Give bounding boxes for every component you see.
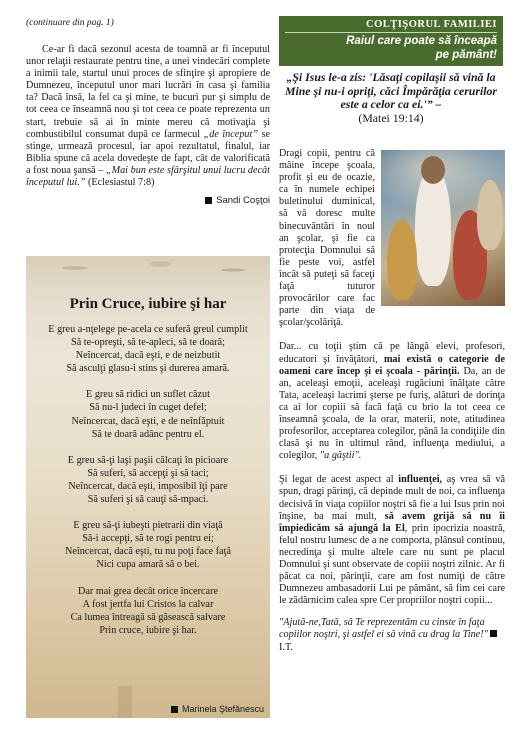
poem-line: Neîncercat, dacă eşti, imposibil îţi pare (68, 480, 228, 492)
poem-stanza (26, 585, 270, 637)
square-bullet-icon (490, 630, 497, 637)
poem-line: Să suferi şi să cauţi să-mpaci. (87, 494, 209, 506)
prayer-text: "Ajută-ne,Tată, să Te reprezentăm cu cinste în faţa copiilor noştri, şi astfel ei să vină cu drag la Tine!" (279, 617, 488, 641)
article-text: Ce-ar fi dacă sezonul acesta de toamnă ar fi începutul unor relaţii restaurate pentru tine, a unei vindecări complete a inimii tale, startul unui proces de sfinţire şi apropiere de Dumnezeu, începutul unor mari lucrări în casa şi familia ta? Dacă însă, la fel ca şi mine, te bucuri pur şi simplu de tot ceea ce înseamnă nou şi tot ceea ce poate reprezenta un start, trebuie să ai în minte mereu că motivaţia şi combustibilul consumat după ce farmecul (26, 44, 270, 140)
bible-quote: „Mai bun este sfârşitul unui lucru decât începutul lui.” (26, 164, 270, 189)
bible-verse (279, 71, 503, 125)
right-column (279, 148, 505, 654)
poem-line: A fost jertfa lui Cristos la calvar (82, 598, 214, 610)
poem-author: Marinela Ştefănescu (181, 704, 264, 714)
influence-paragraph (279, 474, 505, 607)
poem-line: Să te doară adânc pentru el. (91, 428, 205, 440)
closing-prayer (279, 617, 505, 653)
poem-line: Neîncercat, dacă eşti, tu nu poţi face faţă (64, 546, 232, 558)
paragraph-italic: "a găştii". (319, 450, 362, 462)
child-figure (477, 180, 503, 250)
article-italic: „de început” (203, 128, 259, 140)
parents-paragraph (279, 341, 505, 462)
poem-stanzas (26, 323, 270, 637)
poem-panel (26, 256, 270, 718)
section-title: COLŢIŞORUL FAMILIEI (285, 19, 497, 33)
poem-line: Prin cruce, iubire şi har. (99, 624, 197, 636)
paragraph-text: , prin ipocrizia noastră, felul nostru lumesc de a ne comporta, plânsul continuu, necredinţa şi multe altele care nu sunt pe placul Domnului şi sunt observate de copiii noştri zilnic. Ar fi păcat ca noi, părinţii, care am fost numiţi de către Dumnezeu ambasadorii Lui pe pământ, să fim cei care le zădărnicim calea spre Cer propriilor noştri copii... (279, 522, 506, 607)
poem-line: E greu să ridici un suflet căzut (86, 389, 210, 401)
bible-reference: (Eclesiastul 7:8) (85, 177, 155, 189)
poem-line: Dar mai grea decât orice încercare (78, 585, 218, 597)
poem-title: Prin Cruce, iubire şi har (69, 296, 227, 312)
poem-line: E greu a-nţelege pe-acela ce suferă greul cumplit (48, 324, 248, 335)
poem-stanza (26, 388, 270, 440)
paragraph-bold: mai există o categorie de oameni care încep şi ei şcoala - părinţii. (279, 353, 505, 377)
section-subtitle (285, 35, 497, 62)
head-figure (421, 156, 445, 184)
square-bullet-icon (171, 706, 178, 713)
square-bullet-icon (205, 197, 212, 204)
paragraph-text: Dar... cu toţii ştim că pe lângă elevi, profesori, educatori şi învăţători, (279, 341, 505, 365)
paragraph-text: aş vrea să vă spun, dragi părinţi, că depinde mult de noi, ca influenţa decisivă în viaţa copiilor noştri să fie a lui Isus prin noi înşine, ba mai mult, (279, 474, 505, 522)
verse-reference: (Matei 19:14) (358, 110, 424, 125)
poem-line: Ca lumea întreagă să găsească salvare (70, 611, 226, 623)
verse-text: „Şi Isus le-a zis: 'Lăsaţi copilaşii să vină la Mine şi nu-i opriţi, căci Împărăţia cerurilor este a celor ca ei.'” – (284, 70, 498, 111)
robe-figure (415, 166, 451, 286)
poem-line: Să te-opreşti, să te-apleci, să te doară; (71, 337, 225, 349)
poem-line: Să-i accepţi, să te rogi pentru ei; (82, 533, 214, 545)
poem-line: Neîncercat, dacă eşti, e de neizbutit (75, 350, 221, 362)
article-byline (26, 195, 270, 206)
paragraph-bold: să avem grijă să nu îi împiedicăm să ajungă la El (279, 510, 505, 534)
paragraph-text: Da, an de an, aceleaşi emoţii, aceleaşi rugăciuni înălţate către Tata, aceleaşi lacrimi şterse pe furiş, alături de dorinţa ca ai lor copiii să facă faţă cu brio la tot ceea ce înseamnă şcoala, de la orar, materii, note, atitudinea profesorilor, acceptarea colegilor, până la condiţiile din clasă şi nu în ultimul rând, influenţa mediului, a colegilor, (279, 365, 505, 462)
article-body (26, 44, 270, 189)
poem-line: Nici cupa amară să o bei. (96, 559, 200, 571)
prayer-signature: I.T. (279, 641, 293, 653)
poem-stanza (26, 454, 270, 506)
poem-byline (171, 704, 264, 714)
stones-texture (26, 256, 270, 296)
section-banner (279, 16, 503, 66)
poem-line: Să nu-l judeci în cuget defel; (89, 402, 207, 414)
left-column (26, 18, 270, 206)
paragraph-text: Şi legat de acest aspect al (279, 474, 399, 486)
jesus-with-children-image (381, 150, 505, 306)
poem-line: E greu să-ţi laşi paşii călcaţi în picioare (67, 454, 229, 466)
poem-line: Să asculţi glasu-i stins şi durerea amară. (66, 363, 230, 375)
poem-stanza (26, 323, 270, 375)
poem-line: Neîncercat, dacă eşti, e de neînfăptuit (71, 415, 225, 427)
continued-note: (continuare din pag. 1) (26, 18, 114, 28)
poem-stanza (26, 519, 270, 571)
article-author: Sandi Coşţoi (216, 195, 270, 207)
paragraph-bold: influenţei, (398, 474, 443, 486)
intro-paragraph: Dragi copii, pentru că mâine începe şcoala, profit şi eu de ocazie, ca în numele echipei buletinului duminical, să vă doresc multe binecuvântări în noul an şcolar, şi fie ca protecţia Domnului să fie peste voi, astfel încât să puteţi să faceţi faţă tuturor provocărilor care fac parte din viaţa de şcolar/şcolăriţă. (279, 148, 375, 329)
child-figure (387, 220, 417, 300)
poem-line: Să suferi, să accepţi şi să taci; (87, 467, 209, 479)
section-subtitle-line: pe pământ! (435, 48, 497, 61)
poem-line: E greu să-ţi iubeşti pietrarii din viaţă (73, 520, 223, 532)
section-subtitle-line: Raiul care poate să înceapă (346, 35, 497, 47)
article-text: se stinge, urmează procesul, iar apoi rezultatul, finalul, iar Biblia spune că acela dovedeşte de fapt, cât de valorificată a fost noua şansă – (26, 128, 270, 176)
cross-shadow-icon (118, 686, 132, 718)
article-paragraph (26, 44, 270, 189)
